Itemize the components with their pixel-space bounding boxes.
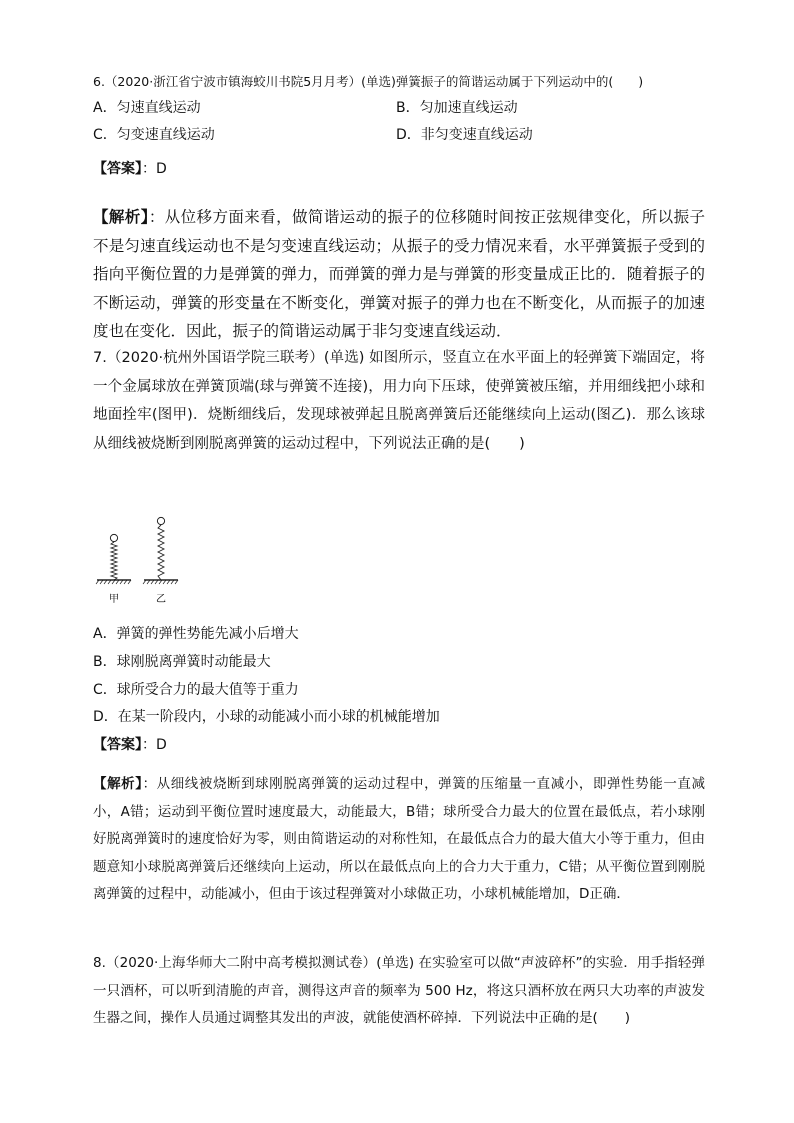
q7-analysis xyxy=(93,771,705,909)
q8-stem: 8.（2020·上海华师大二附中高考模拟测试卷）(单选) 在实验室可以做“声波碎杯”的实验．用手指轻弹一只酒杯，可以听到清脆的声音，测得这声音的频率为 500 Hz，将这只酒杯放在两只大功率的声波发生器之间，操作人员通过调整其发出的声波，就能使酒杯碎掉．下列说法中正确的是( ) xyxy=(93,955,705,1026)
analysis-text: ：从细线被烧断到球刚脱离弹簧的运动过程中，弹簧的压缩量一直减小，即弹性势能一直减小，A错；运动到平衡位置时速度最大，动能最大，B错；球所受合力最大的位置在最低点，若小球刚好脱离弹簧时的速度恰好为零，则由简谐运动的对称性知，在最低点合力的最大值大小等于重力，但由题意知小球脱离弹簧后还继续向上运动，所以在最低点向上的合力大于重力，C错；从平衡位置到刚脱离弹簧的过程中，动能减小，但由于该过程弹簧对小球做正功，小球机械能增加，D正确． xyxy=(93,776,706,902)
q6-analysis xyxy=(93,203,705,346)
figure-label-jia: 甲 xyxy=(109,594,119,605)
analysis-text: ：从位移方面来看，做简谐运动的振子的位移随时间按正弦规律变化，所以振子不是匀速直线运动也不是匀变速直线运动；从振子的受力情况来看，水平弹簧振子受到的指向平衡位置的力是弹簧的弹力，而弹簧的弹力是与弹簧的形变量成正比的．随着振子的不断运动，弹簧的形变量在不断变化，弹簧对振子的弹力也在不断变化，从而振子的加速度也在变化．因此，振子的简谐运动属于非匀变速直线运动． xyxy=(93,208,705,340)
spring-figure xyxy=(93,510,193,610)
answer-label: 【答案】 xyxy=(93,737,142,753)
analysis-label: 【解析】 xyxy=(93,208,149,226)
spring-compressed xyxy=(96,534,131,584)
q6-option-a: A．匀速直线运动 xyxy=(93,100,201,116)
q7-option-a: A．弹簧的弹性势能先减小后增大 xyxy=(93,626,299,642)
q7-option-d: D．在某一阶段内，小球的动能减小而小球的机械能增加 xyxy=(93,709,440,725)
q6-header: 6.（2020·浙江省宁波市镇海蛟川书院5月月考）(单选)弹簧振子的简谐运动属于下列运动中的( ) xyxy=(93,74,644,89)
q7-answer xyxy=(93,735,167,755)
analysis-label: 【解析】 xyxy=(93,776,143,792)
q6-answer xyxy=(93,159,167,179)
q6-option-d: D．非匀变速直线运动 xyxy=(396,127,533,143)
q7-option-c: C．球所受合力的最大值等于重力 xyxy=(93,682,299,698)
q7-stem: 7.（2020·杭州外国语学院三联考）(单选) 如图所示，竖直立在水平面上的轻弹簧下端固定，将一个金属球放在弹簧顶端(球与弹簧不连接)，用力向下压球，使弹簧被压缩，并用细线把小球和地面拴牢(图甲)．烧断细线后，发现球被弹起且脱离弹簧后还能继续向上运动(图乙)．那么该球从细线被烧断到刚脱离弹簧的运动过程中，下列说法正确的是( ) xyxy=(93,350,705,452)
answer-value: ：D xyxy=(142,161,167,177)
figure-label-yi: 乙 xyxy=(156,594,166,605)
answer-value: ：D xyxy=(142,737,167,753)
answer-label: 【答案】 xyxy=(93,161,142,177)
q6-option-c: C．匀变速直线运动 xyxy=(93,127,215,143)
q7-option-b: B．球刚脱离弹簧时动能最大 xyxy=(93,654,271,670)
spring-released xyxy=(143,517,178,584)
q6-option-b: B．匀加速直线运动 xyxy=(396,100,518,116)
